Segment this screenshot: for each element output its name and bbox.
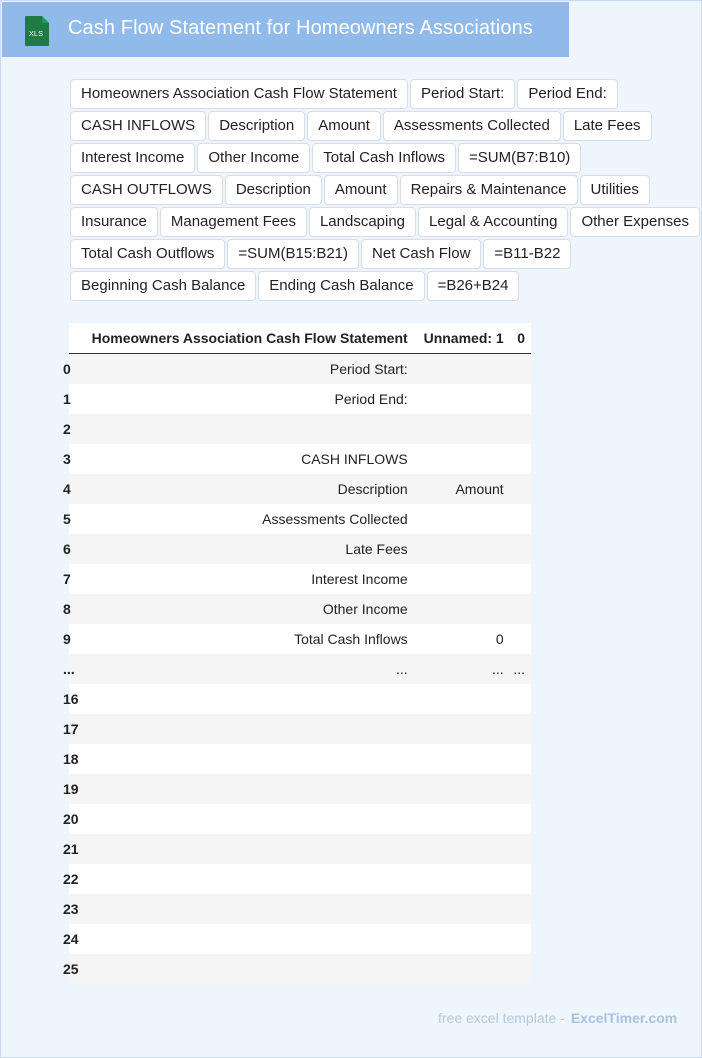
keyword-tag[interactable]: Management Fees [160, 207, 307, 237]
table-cell: Other Income [322, 601, 408, 617]
table-row [69, 924, 531, 954]
row-index-cell [63, 624, 75, 654]
row-index-cell [63, 594, 75, 624]
row-index: 25 [63, 961, 79, 977]
row-index: 19 [63, 781, 79, 797]
table-cell [510, 834, 531, 864]
keyword-tag[interactable]: Interest Income [70, 143, 195, 173]
keyword-tag[interactable]: Total Cash Outflows [70, 239, 225, 269]
table-cell: ... [396, 661, 408, 677]
row-index: 16 [63, 691, 79, 707]
table-cell [510, 804, 531, 834]
table-cell: 0 [495, 631, 504, 647]
xls-file-icon [23, 15, 51, 47]
row-index: 6 [63, 541, 71, 557]
row-index: 23 [63, 901, 79, 917]
tag-row [70, 79, 700, 109]
data-table-container [63, 323, 531, 983]
keyword-tag[interactable]: Ending Cash Balance [258, 271, 424, 301]
table-cell: Period Start: [329, 361, 408, 377]
page-title: Cash Flow Statement for Homeowners Associations [68, 17, 533, 39]
table-row [69, 744, 531, 774]
row-index: 21 [63, 841, 79, 857]
keyword-tag[interactable]: Homeowners Association Cash Flow Statement [70, 79, 408, 109]
table-row [69, 774, 531, 804]
table-row [69, 504, 531, 534]
table-cell [510, 744, 531, 774]
table-body [63, 354, 531, 985]
row-index-cell [63, 504, 75, 534]
table-cell [75, 744, 414, 774]
table-cell [510, 774, 531, 804]
table-cell: Total Cash Inflows [294, 631, 408, 647]
row-index-cell [63, 654, 75, 684]
table-cell [414, 564, 510, 594]
row-index: 5 [63, 511, 71, 527]
footer [438, 1010, 677, 1026]
table-cell [75, 954, 414, 984]
table-cell [414, 594, 510, 624]
table-cell [510, 474, 531, 504]
table-cell [510, 594, 531, 624]
row-index-cell [63, 444, 75, 474]
table-cell [414, 384, 510, 414]
row-index: 1 [63, 391, 71, 407]
keyword-tag[interactable]: Insurance [70, 207, 158, 237]
row-index: 24 [63, 931, 79, 947]
table-cell [414, 744, 510, 774]
row-index-cell [63, 534, 75, 564]
keyword-tag[interactable]: Utilities [580, 175, 650, 205]
keyword-tag[interactable]: =B26+B24 [427, 271, 520, 301]
table-cell [414, 534, 510, 564]
table-row [69, 384, 531, 414]
row-index-cell [63, 894, 79, 924]
table-cell [75, 894, 414, 924]
row-index-cell [63, 804, 79, 834]
keyword-tag[interactable]: Description [225, 175, 322, 205]
row-index-cell [63, 744, 79, 774]
table-cell [510, 924, 531, 954]
table-row [69, 684, 531, 714]
table-cell: Assessments Collected [262, 511, 408, 527]
table-cell [510, 504, 531, 534]
table-cell [75, 684, 414, 714]
footer-text: free excel template - [438, 1010, 565, 1026]
row-index-cell [63, 774, 79, 804]
keyword-tag[interactable]: =SUM(B15:B21) [227, 239, 359, 269]
keyword-tag[interactable]: Beginning Cash Balance [70, 271, 256, 301]
keyword-tag[interactable]: Period Start: [410, 79, 515, 109]
table-cell [414, 954, 510, 984]
keyword-tag[interactable]: Total Cash Inflows [312, 143, 456, 173]
keyword-tag[interactable]: Repairs & Maintenance [400, 175, 578, 205]
table-cell [75, 834, 414, 864]
tag-row [70, 143, 700, 173]
table-cell: CASH INFLOWS [301, 451, 408, 467]
column-header: Unnamed: 1 [414, 323, 510, 354]
table-row [69, 954, 531, 984]
tag-row [70, 111, 700, 141]
table-cell [510, 414, 531, 444]
keyword-tag[interactable]: Description [208, 111, 305, 141]
table-cell: Interest Income [311, 571, 408, 587]
row-index-cell [63, 954, 79, 984]
row-index: 22 [63, 871, 79, 887]
keyword-tag[interactable]: Other Expenses [570, 207, 700, 237]
table-cell [414, 834, 510, 864]
row-index-cell [63, 924, 79, 954]
row-index-cell [63, 354, 75, 385]
table-cell [75, 414, 414, 444]
row-index: 20 [63, 811, 79, 827]
table-cell: Amount [455, 481, 504, 497]
table-cell [510, 564, 531, 594]
row-index: 9 [63, 631, 71, 647]
row-index: 4 [63, 481, 71, 497]
keyword-tag[interactable]: Landscaping [309, 207, 416, 237]
table-cell [510, 864, 531, 894]
table-row [69, 864, 531, 894]
table-row [69, 714, 531, 744]
table-cell: ... [492, 661, 504, 677]
row-index-cell [63, 414, 75, 444]
tag-row [70, 239, 700, 269]
keyword-tag[interactable]: Net Cash Flow [361, 239, 481, 269]
row-index-cell [63, 564, 75, 594]
table-row [69, 804, 531, 834]
table-cell [414, 864, 510, 894]
keyword-tag[interactable]: CASH OUTFLOWS [70, 175, 223, 205]
row-index: 8 [63, 601, 71, 617]
table-cell [414, 444, 510, 474]
table-cell [414, 804, 510, 834]
table-row [69, 654, 531, 684]
xls-icon-label: XLS [28, 29, 44, 38]
table-cell [75, 864, 414, 894]
table-row [69, 414, 531, 444]
column-header: Homeowners Association Cash Flow Statement [75, 323, 414, 354]
table-cell [414, 354, 510, 385]
column-header: 0 [510, 323, 531, 354]
table-row [69, 894, 531, 924]
table-cell [510, 384, 531, 414]
table-row [69, 594, 531, 624]
keyword-tag[interactable]: Assessments Collected [383, 111, 561, 141]
table-cell [75, 804, 414, 834]
row-index: 7 [63, 571, 71, 587]
table-row [69, 474, 531, 504]
row-index: 0 [63, 361, 71, 377]
keyword-tag[interactable]: Amount [324, 175, 398, 205]
row-index-cell [63, 834, 79, 864]
row-index-cell [63, 684, 79, 714]
table-cell [414, 684, 510, 714]
title-bar [2, 2, 569, 57]
table-row [69, 534, 531, 564]
table-cell [75, 714, 414, 744]
table-cell [414, 504, 510, 534]
tag-row [70, 271, 700, 301]
table-cell [510, 354, 531, 385]
tag-row [70, 207, 700, 237]
table-cell [510, 444, 531, 474]
table-cell [510, 534, 531, 564]
table-cell [75, 924, 414, 954]
keyword-tags [70, 79, 700, 303]
row-index-cell [63, 864, 79, 894]
table-cell [414, 774, 510, 804]
table-row [69, 624, 531, 654]
keyword-tag[interactable]: =B11-B22 [483, 239, 571, 269]
table-cell [510, 684, 531, 714]
data-table [63, 323, 531, 984]
table-cell [414, 414, 510, 444]
row-index-cell [63, 714, 79, 744]
table-cell [414, 714, 510, 744]
table-cell: Late Fees [345, 541, 408, 557]
table-cell [510, 624, 531, 654]
keyword-tag[interactable]: =SUM(B7:B10) [458, 143, 581, 173]
table-cell [510, 954, 531, 984]
table-row [69, 444, 531, 474]
row-index: ... [63, 661, 75, 677]
table-cell: ... [513, 661, 525, 677]
keyword-tag[interactable]: Late Fees [563, 111, 652, 141]
table-cell: Description [337, 481, 408, 497]
tag-row [70, 175, 700, 205]
keyword-tag[interactable]: Other Income [197, 143, 310, 173]
row-index: 2 [63, 421, 71, 437]
row-index: 3 [63, 451, 71, 467]
row-index: 18 [63, 751, 79, 767]
table-cell [510, 714, 531, 744]
keyword-tag[interactable]: Legal & Accounting [418, 207, 568, 237]
footer-brand-link[interactable]: ExcelTimer.com [570, 1010, 678, 1026]
table-row [69, 834, 531, 864]
keyword-tag[interactable]: Period End: [517, 79, 617, 109]
table-row [69, 354, 531, 385]
row-index-cell [63, 474, 75, 504]
table-header-row [69, 323, 531, 354]
table-cell [75, 774, 414, 804]
table-cell [414, 894, 510, 924]
table-cell [414, 924, 510, 954]
row-index-cell [63, 384, 75, 414]
keyword-tag[interactable]: CASH INFLOWS [70, 111, 206, 141]
row-index: 17 [63, 721, 79, 737]
table-cell: Period End: [334, 391, 408, 407]
keyword-tag[interactable]: Amount [307, 111, 381, 141]
table-cell [510, 894, 531, 924]
table-row [69, 564, 531, 594]
